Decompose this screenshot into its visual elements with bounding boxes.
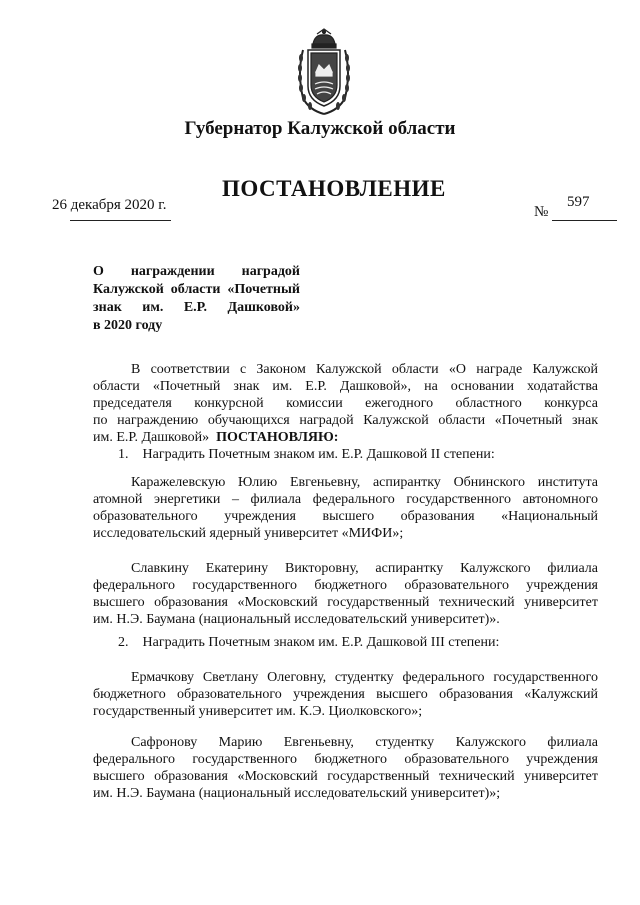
awardee-line: федерального государственного бюджетного образовательного учреждения <box>93 578 598 593</box>
preamble-last-line <box>93 429 598 446</box>
awardee-paragraph <box>93 734 598 802</box>
preamble-line: В соответствии с Законом Калужской области «О награде Калужской <box>131 362 598 377</box>
awardee-line: образовательного учреждения высшего образования «Национальный <box>93 509 598 524</box>
awardee-line: высшего образования «Московский государственный технический университет <box>93 769 598 784</box>
item-2-line <box>93 634 598 651</box>
preamble-line: им. Е.Р. Дашковой» <box>93 430 210 445</box>
document-subject <box>93 263 300 335</box>
item-1 <box>93 446 598 463</box>
item-text: Наградить Почетным знаком им. Е.Р. Дашковой II степени: <box>142 447 495 462</box>
awardee-line: высшего образования «Московский государственный технический университет <box>93 595 598 610</box>
awardee-line: Ермачкову Светлану Олеговну, студентку федерального государственного <box>131 670 598 685</box>
awardee-line: атомной энергетики – филиала федерального государственного автономного <box>93 492 598 507</box>
document-type-title: ПОСТАНОВЛЕНИЕ <box>222 176 446 201</box>
awardee-line: государственный университет им. К.Э. Циолковского»; <box>93 704 423 719</box>
item-number: 2. <box>118 635 129 650</box>
preamble-line: председателя конкурсной комиссии ежегодного областного конкурса <box>93 396 598 411</box>
awardee-line: им. Н.Э. Баумана (национальный исследовательский университет)». <box>93 612 500 627</box>
awardee-paragraph <box>93 669 598 720</box>
awardee-line: федерального государственного бюджетного образовательного учреждения <box>93 752 598 767</box>
awardee-line: Каражелевскую Юлию Евгеньевну, аспирантку Обнинского института <box>131 475 598 490</box>
awardee-line: исследовательский ядерный университет «МИФИ»; <box>93 526 404 541</box>
item-number: 1. <box>118 447 129 462</box>
item-1-line <box>93 446 598 463</box>
awardee-line: Славкину Екатерину Викторовну, аспирантку Калужского филиала <box>131 561 598 576</box>
number-label: № <box>534 204 549 220</box>
awardee-line: Сафронову Марию Евгеньевну, студентку Калужского филиала <box>131 735 598 750</box>
document-date: 26 декабря 2020 г. <box>52 197 167 213</box>
preamble-paragraph <box>93 361 598 446</box>
coat-of-arms-icon <box>295 28 353 116</box>
subject-line: Калужской области «Почетный <box>93 282 300 297</box>
subject-line: знак им. Е.Р. Дашковой» <box>93 300 300 315</box>
decree-word: ПОСТАНОВЛЯЮ: <box>216 430 339 445</box>
date-underline <box>70 220 171 221</box>
awardee-line: им. Н.Э. Баумана (национальный исследовательский университет)»; <box>93 786 501 801</box>
subject-line: в 2020 году <box>93 318 163 333</box>
awardee-paragraph <box>93 474 598 542</box>
document-number: 597 <box>567 194 590 210</box>
awardee-line: бюджетного образовательного учреждения высшего образования «Калужский <box>93 687 598 702</box>
issuing-authority: Губернатор Калужской области <box>184 118 456 139</box>
item-2 <box>93 634 598 651</box>
subject-line: О награждении наградой <box>93 264 300 279</box>
preamble-line: области «Почетный знак им. Е.Р. Дашковой», на основании ходатайства <box>93 379 598 394</box>
item-text: Наградить Почетным знаком им. Е.Р. Дашковой III степени: <box>142 635 500 650</box>
number-underline <box>552 220 617 221</box>
awardee-paragraph <box>93 560 598 628</box>
preamble-line: по награждению обучающихся наградой Калужской области «Почетный знак <box>93 413 598 428</box>
